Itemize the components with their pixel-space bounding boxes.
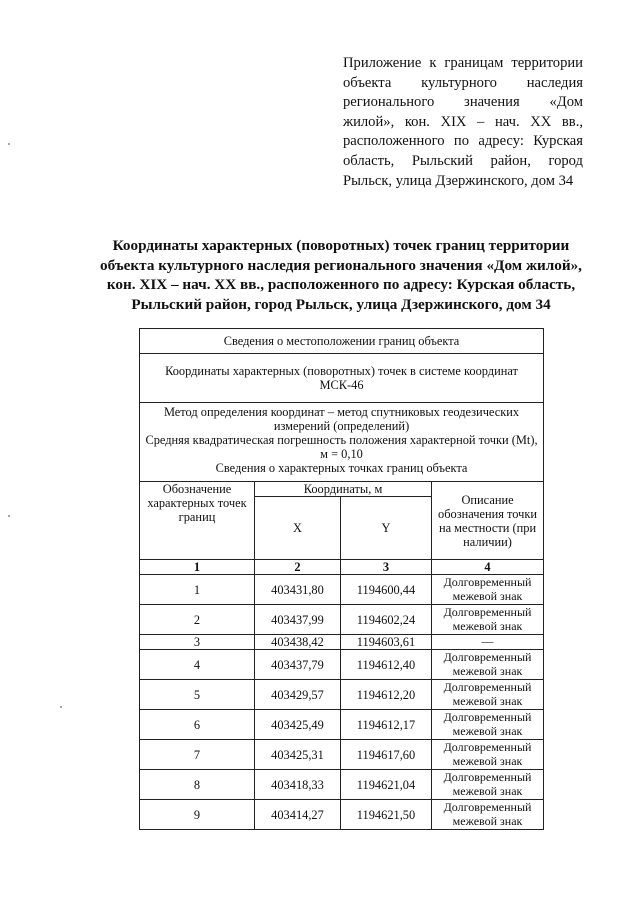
point-x: 403431,80: [255, 575, 341, 605]
point-id: 6: [140, 710, 255, 740]
point-x: 403425,31: [255, 740, 341, 770]
point-x: 403437,79: [255, 650, 341, 680]
point-description: Долговременный межевой знак: [432, 680, 544, 710]
point-description: Долговременный межевой знак: [432, 575, 544, 605]
section-method: [140, 403, 544, 482]
point-description: Долговременный межевой знак: [432, 605, 544, 635]
section-coord-system: Координаты характерных (поворотных) точек в системе координат МСК-46: [140, 354, 544, 403]
column-number: 3: [341, 560, 432, 575]
table-row: [140, 770, 544, 800]
point-description: Долговременный межевой знак: [432, 800, 544, 830]
column-number: 2: [255, 560, 341, 575]
header-coords: Координаты, м: [255, 482, 432, 497]
accuracy-text: Средняя квадратическая погрешность положения характерной точки (Mt), м = 0,10: [145, 433, 538, 461]
point-y: 1194621,50: [341, 800, 432, 830]
point-id: 7: [140, 740, 255, 770]
point-y: 1194612,40: [341, 650, 432, 680]
point-x: 403425,49: [255, 710, 341, 740]
table-row: [140, 710, 544, 740]
section-location-row: [140, 329, 544, 354]
point-y: 1194602,24: [341, 605, 432, 635]
header-designation: Обозначение характерных точек границ: [140, 482, 255, 560]
page-title: Координаты характерных (поворотных) точек границ территории объекта культурного наследия регионального значения «Дом жилой», кон. XIX – нач. XX вв., расположенного по адресу: Курская область, Рыльский район, город Рыльск, улица Дзержинского, дом 34: [100, 237, 582, 313]
method-text: Метод определения координат – метод спутниковых геодезических измерений (определений): [163, 405, 520, 433]
point-id: 3: [140, 635, 255, 650]
point-description: Долговременный межевой знак: [432, 740, 544, 770]
scan-mark: [8, 515, 10, 517]
point-id: 5: [140, 680, 255, 710]
table-row: [140, 800, 544, 830]
table-row: [140, 605, 544, 635]
table-row: [140, 575, 544, 605]
point-description: Долговременный межевой знак: [432, 650, 544, 680]
point-x: 403438,42: [255, 635, 341, 650]
header-row: [140, 482, 544, 497]
column-number: 4: [432, 560, 544, 575]
section-method-row: [140, 403, 544, 482]
point-id: 2: [140, 605, 255, 635]
point-id: 9: [140, 800, 255, 830]
point-x: 403429,57: [255, 680, 341, 710]
column-number: 1: [140, 560, 255, 575]
column-numbers-row: [140, 560, 544, 575]
point-y: 1194617,60: [341, 740, 432, 770]
scan-mark: [60, 706, 62, 708]
point-description: —: [432, 635, 544, 650]
point-x: 403418,33: [255, 770, 341, 800]
table-row: [140, 740, 544, 770]
point-y: 1194612,20: [341, 680, 432, 710]
table-row: [140, 635, 544, 650]
header-description: Описание обозначения точки на местности (при наличии): [432, 482, 544, 560]
section-location: Сведения о местоположении границ объекта: [140, 329, 544, 354]
point-y: 1194603,61: [341, 635, 432, 650]
scan-mark: [8, 143, 10, 145]
point-y: 1194612,17: [341, 710, 432, 740]
point-description: Долговременный межевой знак: [432, 710, 544, 740]
point-y: 1194600,44: [341, 575, 432, 605]
point-id: 4: [140, 650, 255, 680]
coordinates-table: [139, 328, 544, 830]
point-y: 1194621,04: [341, 770, 432, 800]
table-row: [140, 680, 544, 710]
point-description: Долговременный межевой знак: [432, 770, 544, 800]
header-x: X: [255, 497, 341, 560]
point-x: 403414,27: [255, 800, 341, 830]
section-coord-system-row: [140, 354, 544, 403]
point-id: 8: [140, 770, 255, 800]
section-points-title: Сведения о характерных точках границ объекта: [215, 461, 468, 475]
point-id: 1: [140, 575, 255, 605]
point-x: 403437,99: [255, 605, 341, 635]
table-row: [140, 650, 544, 680]
appendix-note: Приложение к границам территории объекта культурного наследия регионального значения «Дом жилой», кон. XIX – нач. XX вв., расположенного по адресу: Курская область, Рыльский район, город Рыльск, улица Дзержинского, дом 34: [343, 55, 583, 189]
header-y: Y: [341, 497, 432, 560]
